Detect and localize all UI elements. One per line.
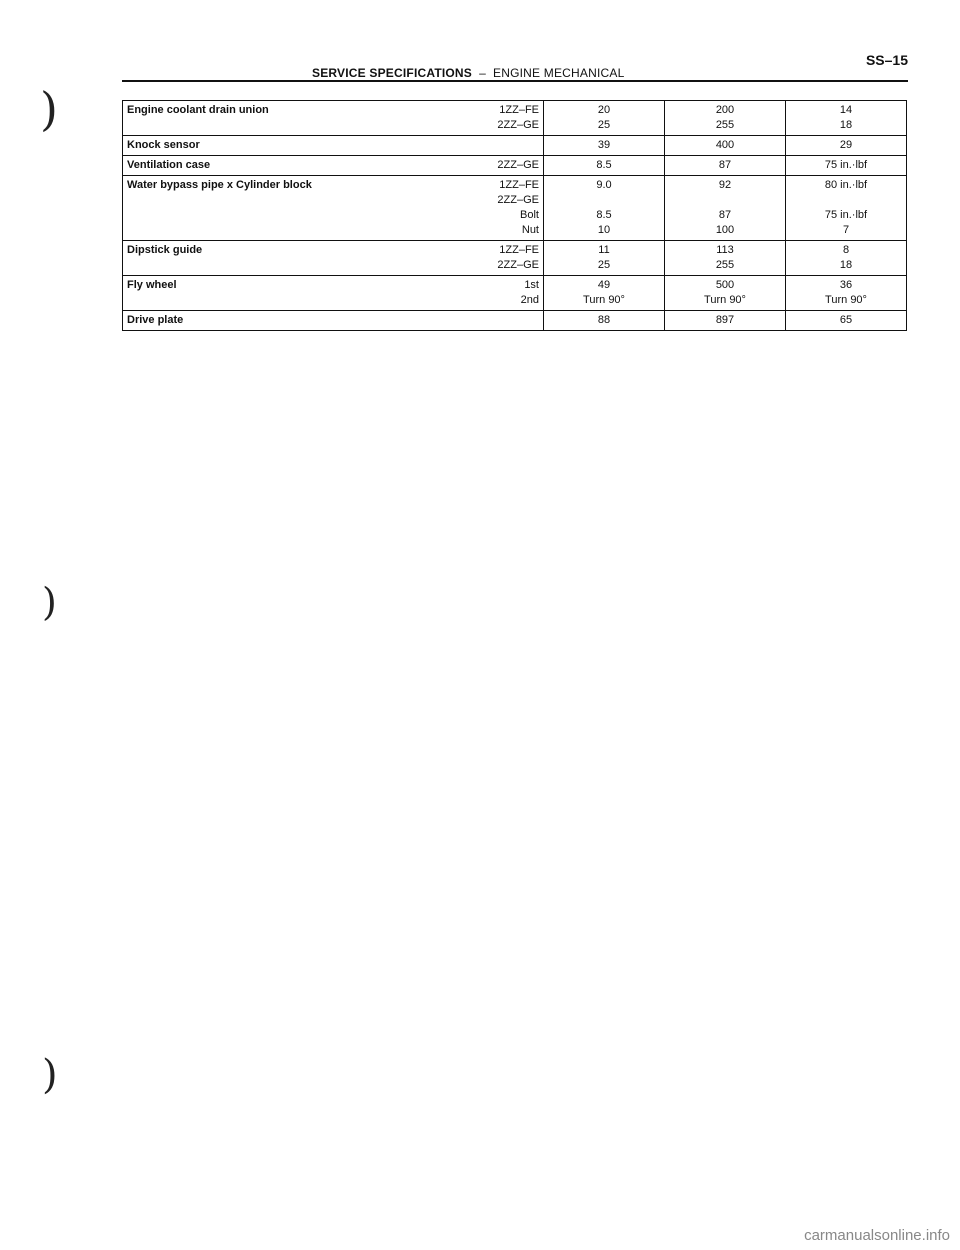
torque-value: 29 <box>839 139 853 151</box>
row-label-cell <box>123 311 544 331</box>
torque-value: 18 <box>839 259 853 271</box>
variant-label: 1ZZ–FE <box>499 179 539 191</box>
torque-value-cell <box>786 136 907 156</box>
torque-value: 7 <box>842 224 850 236</box>
torque-value-cell <box>544 176 665 241</box>
torque-value: 11 <box>598 244 610 256</box>
page-header <box>122 50 908 82</box>
row-label-cell <box>123 101 544 136</box>
torque-value: 25 <box>597 259 611 271</box>
table-row <box>123 136 907 156</box>
torque-value-cell <box>665 101 786 136</box>
variant-list <box>497 103 539 133</box>
variant-label: Nut <box>521 224 539 236</box>
torque-value-cell <box>544 156 665 176</box>
torque-value: 87 <box>718 159 732 171</box>
row-label-cell <box>123 156 544 176</box>
torque-value-cell <box>786 176 907 241</box>
part-name: Drive plate <box>127 314 184 326</box>
watermark: carmanualsonline.info <box>804 1227 950 1244</box>
torque-value: 92 <box>718 179 732 191</box>
torque-value-cell <box>544 276 665 311</box>
margin-mark-middle: ) <box>42 580 57 624</box>
torque-value: 255 <box>715 259 735 271</box>
margin-mark-bottom: ) <box>42 1052 58 1098</box>
variant-list <box>497 158 539 173</box>
torque-value-cell <box>665 241 786 276</box>
torque-value-cell <box>786 241 907 276</box>
torque-value: 400 <box>715 139 735 151</box>
table-row <box>123 101 907 136</box>
table-row <box>123 176 907 241</box>
variant-label: 2ZZ–GE <box>497 259 539 271</box>
variant-list <box>497 178 539 238</box>
page-title <box>312 66 624 80</box>
torque-value: 20 <box>597 104 611 116</box>
torque-value: 88 <box>597 314 611 326</box>
part-name: Water bypass pipe x Cylinder block <box>127 179 312 191</box>
torque-value: 80 in.·lbf <box>824 179 868 191</box>
torque-value: 200 <box>715 104 735 116</box>
torque-value-cell <box>786 311 907 331</box>
page-number: SS–15 <box>865 52 908 68</box>
torque-value: 10 <box>597 224 611 236</box>
torque-value <box>786 193 906 208</box>
torque-value-cell <box>665 156 786 176</box>
part-name: Engine coolant drain union <box>127 104 269 116</box>
variant-label: 1ZZ–FE <box>499 104 539 116</box>
variant-list <box>521 278 539 308</box>
torque-value: 25 <box>597 119 611 131</box>
table-row <box>123 276 907 311</box>
torque-value-cell <box>786 101 907 136</box>
part-name: Knock sensor <box>127 139 200 151</box>
row-label-cell <box>123 241 544 276</box>
part-name: Dipstick guide <box>127 244 203 256</box>
torque-value <box>665 193 785 208</box>
variant-label: 2ZZ–GE <box>497 159 539 171</box>
torque-value: Turn 90° <box>825 294 867 306</box>
torque-value: 36 <box>839 279 853 291</box>
torque-value: 65 <box>839 314 853 326</box>
margin-mark-top: ) <box>40 82 58 136</box>
section-title: SERVICE SPECIFICATIONS <box>312 66 472 80</box>
torque-value-cell <box>665 176 786 241</box>
variant-label: 2ZZ–GE <box>497 119 539 131</box>
torque-value-cell <box>786 156 907 176</box>
row-label-cell <box>123 176 544 241</box>
table-row <box>123 156 907 176</box>
torque-value: 100 <box>715 224 735 236</box>
torque-value: 8.5 <box>596 209 612 221</box>
torque-value-cell <box>544 241 665 276</box>
spec-table-body <box>123 101 907 331</box>
part-name: Ventilation case <box>127 159 211 171</box>
torque-value: 8 <box>842 244 850 256</box>
torque-value-cell <box>786 276 907 311</box>
row-label-cell <box>123 276 544 311</box>
torque-value: 9.0 <box>596 179 612 191</box>
section-subtitle: ENGINE MECHANICAL <box>493 66 625 80</box>
torque-value: 39 <box>597 139 611 151</box>
title-separator: – <box>479 66 486 80</box>
torque-value <box>544 193 664 208</box>
torque-value: 75 in.·lbf <box>824 209 868 221</box>
torque-value: 897 <box>715 314 735 326</box>
table-row <box>123 311 907 331</box>
torque-value: Turn 90° <box>704 294 746 306</box>
torque-value-cell <box>544 136 665 156</box>
torque-value: 75 in.·lbf <box>824 159 868 171</box>
variant-label: 2ZZ–GE <box>497 194 539 206</box>
table-row <box>123 241 907 276</box>
variant-list <box>497 243 539 273</box>
part-name: Fly wheel <box>127 279 177 291</box>
torque-value: 14 <box>839 104 853 116</box>
torque-value: 87 <box>718 209 732 221</box>
torque-value: 18 <box>839 119 853 131</box>
variant-label: 2nd <box>520 294 539 306</box>
torque-value: Turn 90° <box>583 294 625 306</box>
row-label-cell <box>123 136 544 156</box>
torque-value-cell <box>665 136 786 156</box>
torque-value-cell <box>544 311 665 331</box>
torque-spec-table <box>122 100 907 331</box>
torque-value-cell <box>544 101 665 136</box>
torque-value-cell <box>665 276 786 311</box>
torque-value: 49 <box>597 279 611 291</box>
torque-value: 500 <box>715 279 735 291</box>
torque-value: 113 <box>716 244 734 256</box>
variant-label: Bolt <box>520 209 539 221</box>
torque-value-cell <box>665 311 786 331</box>
variant-label: 1ZZ–FE <box>499 244 539 256</box>
torque-value: 8.5 <box>596 159 612 171</box>
variant-label: 1st <box>524 279 539 291</box>
torque-value: 255 <box>715 119 735 131</box>
